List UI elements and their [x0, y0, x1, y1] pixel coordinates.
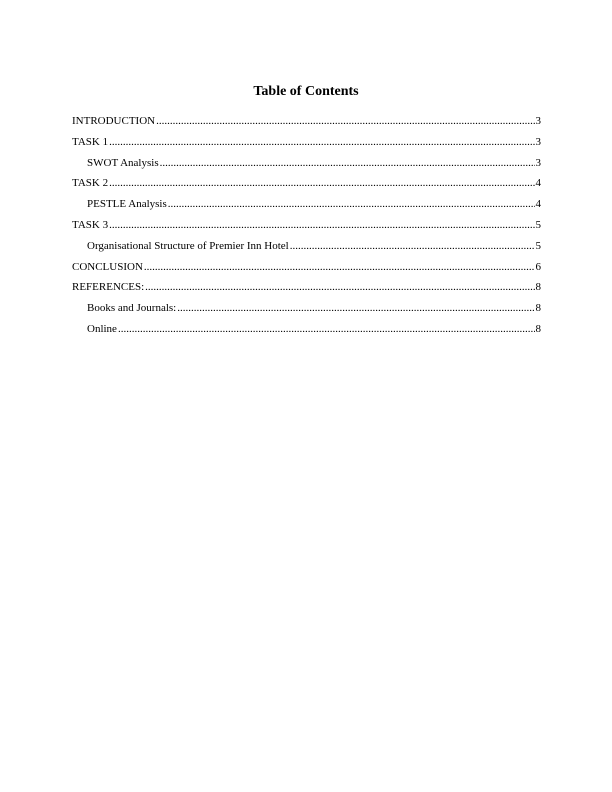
- toc-entry-page: 3: [535, 115, 541, 127]
- toc-entry-references[interactable]: [72, 280, 541, 301]
- toc-entry-label: TASK 3: [72, 218, 109, 231]
- toc-entry-label: SWOT Analysis: [87, 156, 159, 169]
- toc-entry-page: 8: [535, 322, 541, 335]
- toc-dot-leader: [109, 218, 534, 232]
- toc-entry-page: 8: [535, 281, 541, 294]
- toc-dot-leader: [177, 301, 534, 315]
- toc-entry-label: CONCLUSION: [72, 260, 143, 273]
- toc-entry-conclusion[interactable]: [72, 260, 541, 281]
- toc-entry-page: 5: [535, 218, 541, 231]
- toc-entry-task-2[interactable]: [72, 176, 541, 197]
- toc-entry-books-and-journals[interactable]: [72, 301, 541, 322]
- toc-entry-label: TASK 1: [72, 135, 109, 148]
- toc-entry-label: Online: [87, 322, 117, 335]
- toc-entry-pestle-analysis[interactable]: [72, 197, 541, 218]
- toc-entry-page: 3: [535, 156, 541, 169]
- toc-entry-online[interactable]: [72, 322, 541, 343]
- toc-title: Table of Contents: [253, 84, 359, 99]
- toc-entry-organisational-structure[interactable]: [72, 239, 541, 260]
- toc-dot-leader: [156, 114, 534, 128]
- toc-entry-label: TASK 2: [72, 177, 109, 190]
- toc-entry-label: Books and Journals:: [87, 302, 177, 315]
- toc-entry-page: 5: [535, 239, 541, 252]
- toc-entry-swot-analysis[interactable]: [72, 156, 541, 177]
- toc-entry-task-3[interactable]: [72, 218, 541, 239]
- toc-dot-leader: [109, 135, 534, 149]
- toc-entry-page: 4: [535, 177, 541, 190]
- toc-dot-leader: [145, 280, 534, 294]
- toc-entry-page: 3: [535, 135, 541, 148]
- toc-dot-leader: [290, 239, 535, 253]
- toc-entry-page: 8: [535, 302, 541, 315]
- toc-entry-label: REFERENCES:: [72, 281, 145, 294]
- toc-dot-leader: [144, 260, 535, 274]
- toc-entry-task-1[interactable]: [72, 135, 541, 156]
- toc-dot-leader: [109, 176, 534, 190]
- toc-list: [72, 114, 541, 343]
- toc-entry-page: 4: [535, 198, 541, 211]
- toc-dot-leader: [168, 197, 535, 211]
- toc-entry-label: INTRODUCTION: [72, 115, 156, 127]
- toc-entry-label: PESTLE Analysis: [87, 198, 167, 211]
- toc-entry-page: 6: [535, 260, 541, 273]
- toc-entry-label: Organisational Structure of Premier Inn Hotel: [87, 239, 289, 252]
- toc-entry-introduction[interactable]: [72, 114, 541, 135]
- toc-dot-leader: [160, 156, 535, 170]
- toc-dot-leader: [118, 322, 535, 336]
